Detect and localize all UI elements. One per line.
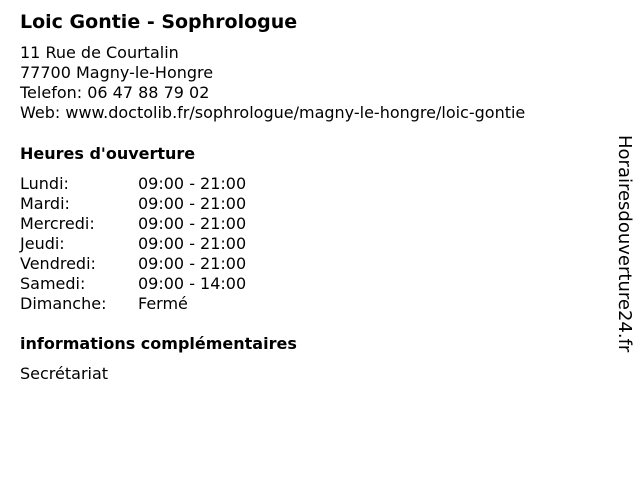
city-address: 77700 Magny-le-Hongre bbox=[20, 63, 214, 82]
additional-info-heading: informations complémentaires bbox=[20, 334, 297, 353]
hours-value: 09:00 - 21:00 bbox=[138, 234, 247, 253]
address-block bbox=[20, 43, 525, 123]
day-label: Dimanche: bbox=[20, 294, 107, 313]
website-link[interactable]: Web: www.doctolib.fr/sophrologue/magny-le-hongre/loic-gontie bbox=[20, 103, 526, 122]
hours-value: Fermé bbox=[138, 294, 188, 313]
hours-row-tuesday bbox=[20, 194, 246, 214]
opening-hours-table bbox=[20, 174, 246, 314]
hours-row-thursday bbox=[20, 234, 246, 254]
business-title: Loic Gontie - Sophrologue bbox=[20, 11, 298, 33]
day-label: Mardi: bbox=[20, 194, 70, 213]
hours-row-sunday bbox=[20, 294, 246, 314]
hours-value: 09:00 - 21:00 bbox=[138, 214, 247, 233]
additional-info-text: Secrétariat bbox=[20, 364, 109, 383]
day-label: Mercredi: bbox=[20, 214, 95, 233]
street-address: 11 Rue de Courtalin bbox=[20, 43, 179, 62]
hours-row-monday bbox=[20, 174, 246, 194]
phone-number: Telefon: 06 47 88 79 02 bbox=[20, 83, 210, 102]
hours-value: 09:00 - 14:00 bbox=[138, 274, 247, 293]
hours-row-friday bbox=[20, 254, 246, 274]
hours-row-saturday bbox=[20, 274, 246, 294]
hours-value: 09:00 - 21:00 bbox=[138, 254, 247, 273]
site-watermark: Horairesdouverture24.fr bbox=[614, 135, 635, 353]
hours-row-wednesday bbox=[20, 214, 246, 234]
day-label: Jeudi: bbox=[20, 234, 65, 253]
opening-hours-heading: Heures d'ouverture bbox=[20, 144, 196, 163]
day-label: Vendredi: bbox=[20, 254, 96, 273]
hours-value: 09:00 - 21:00 bbox=[138, 174, 247, 193]
hours-value: 09:00 - 21:00 bbox=[138, 194, 247, 213]
day-label: Samedi: bbox=[20, 274, 86, 293]
day-label: Lundi: bbox=[20, 174, 69, 193]
